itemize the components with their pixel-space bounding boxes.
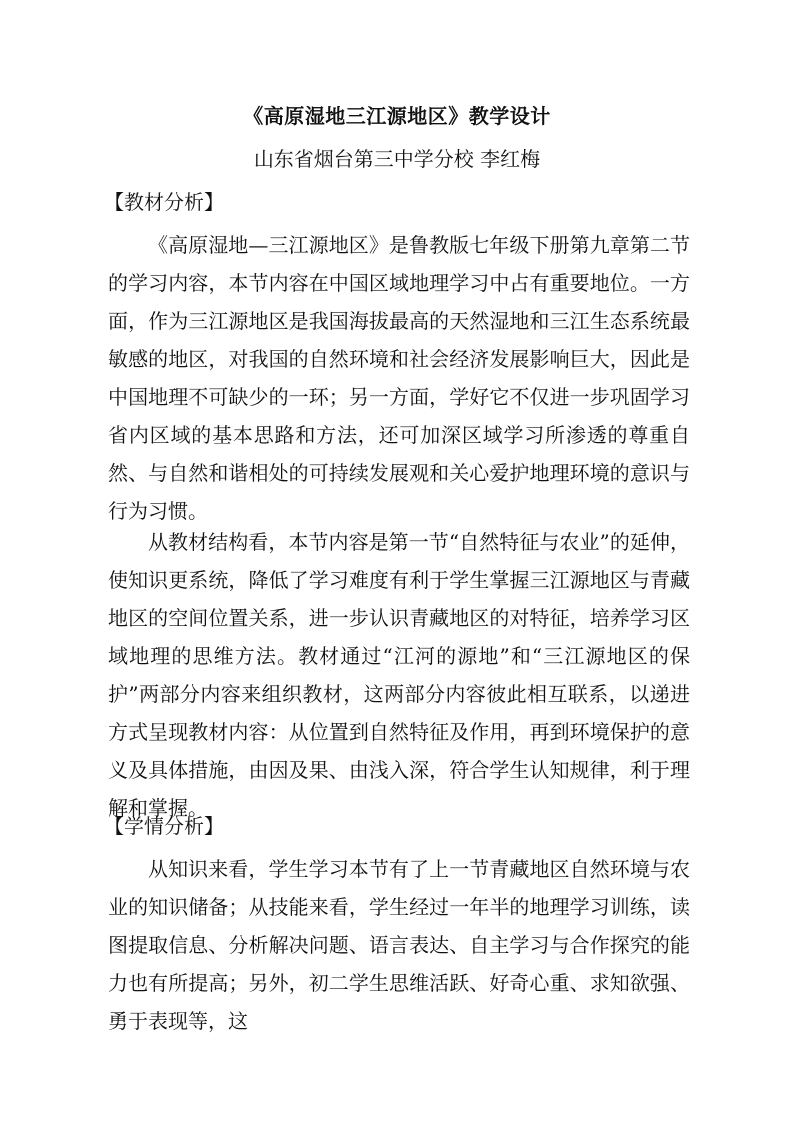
- section-heading-student-analysis: 【学情分析】: [104, 814, 224, 838]
- document-author: 山东省烟台第三中学分校 李红梅: [253, 147, 541, 171]
- paragraph-textbook-analysis-2: 从教材结构看，本节内容是第一节“自然特征与农业”的延伸，使知识更系统，降低了学习难度有利于学生掌握三江源地区与青藏地区的空间位置关系，进一步认识青藏地区的对特征，培养学习区域地理的思维方法。教材通过“江河的源地”和“三江源地区的保护”两部分内容来组织教材，这两部分内容彼此相互联系，以递进方式呈现教材内容：从位置到自然特征及作用，再到环境保护的意义及具体措施，由因及果、由浅入深，符合学生认知规律，利于理解和掌握。: [108, 530, 690, 820]
- section-heading-textbook-analysis: 【教材分析】: [104, 190, 224, 214]
- paragraph-textbook-analysis-1: 《高原湿地—三江源地区》是鲁教版七年级下册第九章第二节的学习内容，本节内容在中国区域地理学习中占有重要地位。一方面，作为三江源地区是我国海拔最高的天然湿地和三江生态系统最敏感的地区，对我国的自然环境和社会经济发展影响巨大，因此是中国地理不可缺少的一环；另一方面，学好它不仅进一步巩固学习省内区域的基本思路和方法，还可加深区域学习所渗透的尊重自然、与自然和谐相处的可持续发展观和关心爱护地理环境的意识与行为习惯。: [108, 233, 690, 523]
- paragraph-student-analysis-1: 从知识来看，学生学习本节有了上一节青藏地区自然环境与农业的知识储备；从技能来看，学生经过一年半的地理学习训练，读图提取信息、分析解决问题、语言表达、自主学习与合作探究的能力也有所提高；另外，初二学生思维活跃、好奇心重、求知欲强、勇于表现等，这: [108, 857, 690, 1033]
- document-title: 《高原湿地三江源地区》教学设计: [243, 104, 551, 128]
